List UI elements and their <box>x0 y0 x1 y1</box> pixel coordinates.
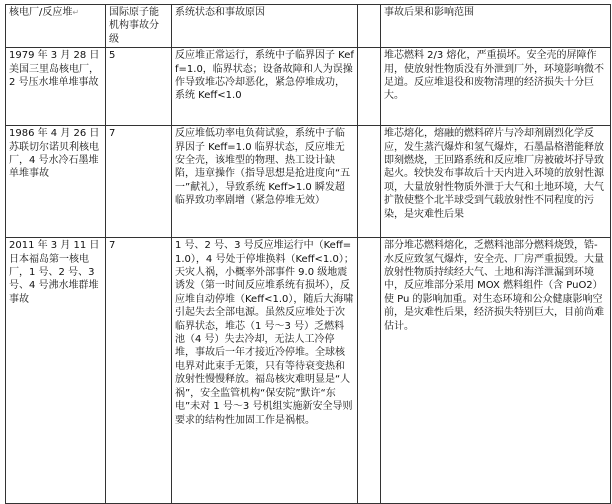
cell-spacer <box>358 48 381 126</box>
cell-spacer <box>358 238 381 504</box>
cell-grade: 5 <box>106 48 172 126</box>
table-row <box>6 48 611 126</box>
cell-grade: 7 <box>106 238 172 504</box>
cell-plant: 2011 年 3 月 11 日日本福岛第一核电厂，1 号、2 号、3 号、4 号沸水堆群堆事故 <box>6 238 106 504</box>
header-plant: 核电厂/反应堆↵ <box>6 5 106 48</box>
header-result: 事故后果和影响范围 <box>381 5 611 48</box>
cell-plant: 1979 年 3 月 28 日美国三里岛核电厂，2 号压水堆单堆事故 <box>6 48 106 126</box>
cell-cause: 1 号、2 号、3 号反应堆运行中（Keff=1.0），4 号处于停堆换料（Keff<1.0）；天灾人祸，小概率外部事件 9.0 级地震诱发（第一时间反应堆系统有损坏），反应堆自动停堆（Keff<1.0），随后大海啸引起失去全部电源。虽然反应堆处于次临界状态，堆芯（1 号～3 号）乏燃料池（4 号）失去冷却，无法人工冷停堆，事故后一年才接近冷停堆。全球核电界对此束手无策，只有等待衰变热和放射性慢慢释放。福岛核灾难明显是“人祸”，安全监管机构“保安院”默许“东电”未对 1 号～3 号机组实施新安全导则要求的结构性加固工作是祸根。 <box>172 238 358 504</box>
cell-plant: 1986 年 4 月 26 日苏联切尔诺贝利核电厂，4 号水冷石墨堆单堆事故 <box>6 126 106 238</box>
cell-spacer <box>358 126 381 238</box>
header-plant-text: 核电厂/反应堆 <box>9 7 73 18</box>
table-row <box>6 238 611 504</box>
accident-comparison-table <box>5 4 611 504</box>
table-header-row <box>6 5 611 48</box>
header-grade: 国际原子能机构事故分级 <box>106 5 172 48</box>
cell-cause: 反应堆正常运行，系统中子临界因子 Keff=1.0，临界状态；设备故障和人为误操作导致堆芯冷却恶化，紧急停堆成功，系统 Keff<1.0 <box>172 48 358 126</box>
table-row <box>6 126 611 238</box>
cell-cause: 反应堆低功率电负荷试验，系统中子临界因子 Keff=1.0 临界状态，反应堆无安全壳，该堆型的物理、热工设计缺陷，违章操作（指导思想是抢进度向“五一”献礼），导致系统 Keff>1.0 瞬发超临界致功率剧增（紧急停堆无效） <box>172 126 358 238</box>
cell-result: 堆芯燃料 2/3 熔化，严重损坏。安全壳的屏障作用，使放射性物质没有外泄到厂外，环境影响微不足道。反应堆退役和废物清理的经济损失十分巨大。 <box>381 48 611 126</box>
cell-result: 堆芯熔化，熔融的燃料碎片与冷却剂剧烈化学反应，发生蒸汽爆炸和氢气爆炸，石墨晶格潜能释放即刻燃烧，王回路系统和反应堆厂房被破坏抒导致起火。较快发布事故后十天内进入环境的放射性源项，大量放射性物质外泄于大气和土地环境，大气扩散使整个北半球受到气载放射性不同程度的污染，是灾难性后果 <box>381 126 611 238</box>
cell-grade: 7 <box>106 126 172 238</box>
cell-result: 部分堆芯燃料熔化，乏燃料池部分燃料烧毁，锆-水反应致氢气爆炸，安全壳、厂房严重损毁。大量放射性物质持续经大气、土地和海洋泄漏到环境中，反应堆部分采用 MOX 燃料组件（含 PuO2）使 Pu 的影响加重。对生态环境和公众健康影响空前，是灾难性后果，经济损失特别巨大，目前尚难估计。 <box>381 238 611 504</box>
header-spacer <box>358 5 381 48</box>
header-cause: 系统状态和事故原因 <box>172 5 358 48</box>
